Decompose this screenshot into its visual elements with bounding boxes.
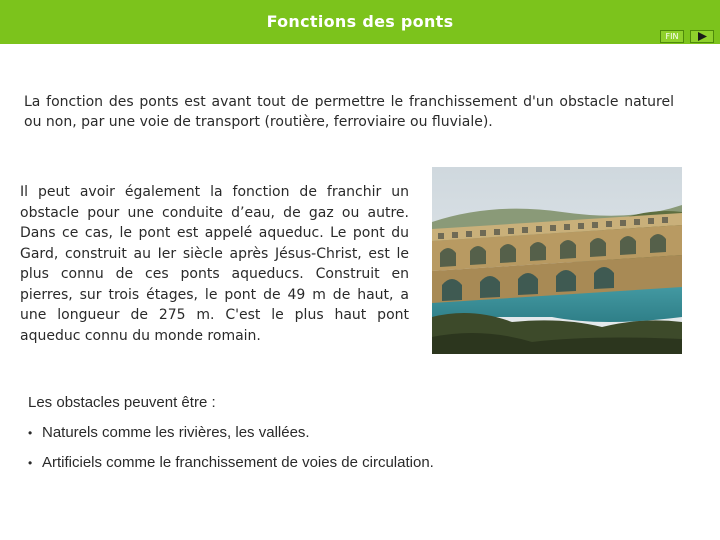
list-item-text: Artificiels comme le franchissement de voies de circulation. — [42, 454, 434, 471]
list-item-text: Naturels comme les rivières, les vallées. — [42, 424, 310, 441]
title-bar — [0, 0, 720, 44]
play-triangle-icon — [696, 31, 708, 42]
list-item — [28, 423, 548, 443]
page-title: Fonctions des ponts — [266, 12, 454, 31]
pont-du-gard-photo — [432, 167, 682, 354]
obstacles-section — [28, 393, 548, 483]
obstacles-list — [28, 423, 548, 473]
aqueduct-paragraph: Il peut avoir également la fonction de franchir un obstacle pour une conduite d’eau, de gaz ou autre. Dans ce cas, le pont est appelé aqueduc. Le pont du Gard, construit au Ier siècle après Jésus-Christ, est le plus connu de ces ponts aqueducs. Construit en pierres, sur trois étages, le pont de 49 m de haut, a une longueur de 275 m. C'est le plus haut pont aqueduc connu du monde romain. — [20, 184, 409, 344]
bullet-icon: • — [28, 426, 33, 440]
list-item — [28, 453, 548, 473]
fin-button[interactable]: FIN — [660, 30, 684, 43]
next-button[interactable] — [690, 30, 714, 43]
intro-paragraph: La fonction des ponts est avant tout de permettre le franchissement d'un obstacle naturel ou non, par une voie de transport (routière, ferroviaire ou fluviale). — [24, 94, 674, 130]
obstacles-intro: Les obstacles peuvent être : — [28, 394, 216, 411]
bullet-icon: • — [28, 456, 33, 470]
